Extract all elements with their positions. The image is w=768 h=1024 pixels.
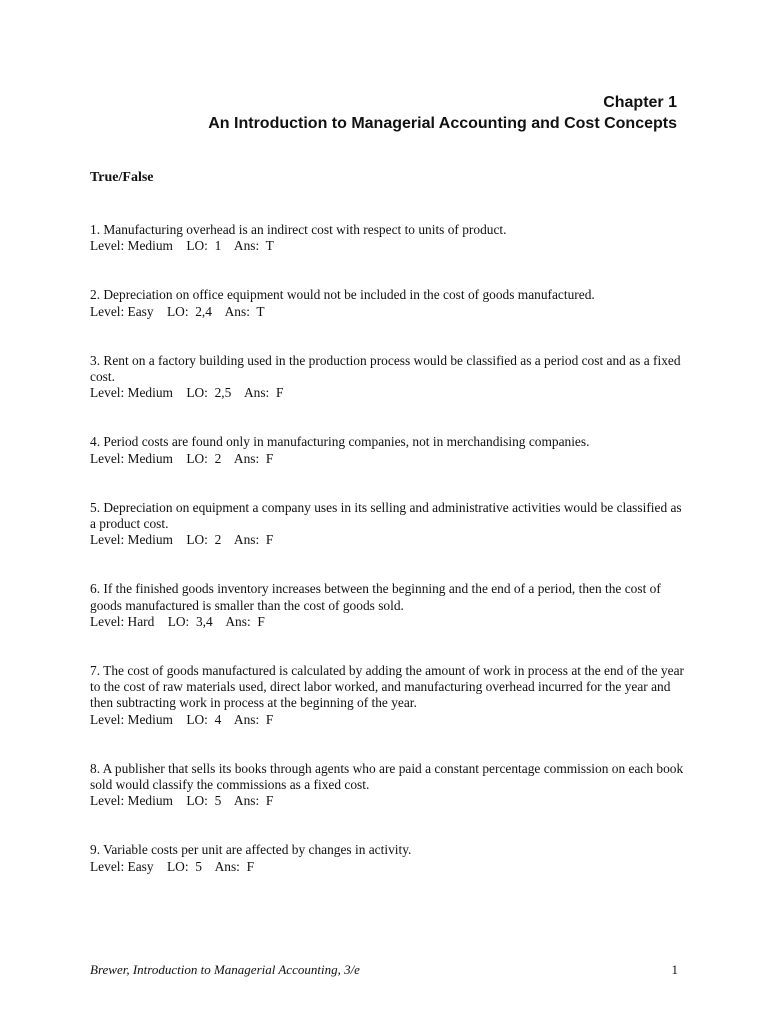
footer-source: Brewer, Introduction to Managerial Accounting, 3/e (90, 962, 360, 977)
question-item (90, 581, 690, 630)
question-list (90, 222, 690, 908)
question-meta: Level: Medium LO: 2 Ans: F (90, 532, 274, 548)
question-text: 2. Depreciation on office equipment would not be included in the cost of goods manufactured. (90, 287, 595, 303)
question-meta: Level: Medium LO: 2,5 Ans: F (90, 385, 284, 401)
question-text: 1. Manufacturing overhead is an indirect cost with respect to units of product. (90, 222, 507, 237)
question-meta: Level: Hard LO: 3,4 Ans: F (90, 613, 265, 629)
question-item (90, 353, 690, 402)
question-meta: Level: Easy LO: 2,4 Ans: T (90, 303, 265, 319)
question-item (90, 842, 690, 874)
question-text: 3. Rent on a factory building used in the production process would be classified as a period cost and as a fixed cost. (90, 352, 681, 385)
question-meta: Level: Medium LO: 4 Ans: F (90, 711, 274, 727)
question-meta: Level: Medium LO: 1 Ans: T (90, 238, 274, 254)
question-text: 9. Variable costs per unit are affected by changes in activity. (90, 842, 412, 858)
chapter-number: Chapter 1 (603, 94, 677, 111)
page-number: 1 (671, 962, 678, 977)
question-item (90, 434, 690, 466)
section-heading: True/False (90, 170, 154, 185)
question-item (90, 287, 690, 319)
question-text: 5. Depreciation on equipment a company uses in its selling and administrative activities would be classified as a product cost. (90, 499, 682, 532)
question-text: 7. The cost of goods manufactured is calculated by adding the amount of work in process at the end of the year to the cost of raw materials used, direct labor worked, and manufacturing overhead incurred for the year and then subtracting work in process at the beginning of the year. (90, 663, 684, 711)
page-footer (90, 962, 678, 978)
question-item (90, 500, 690, 549)
question-text: 4. Period costs are found only in manufacturing companies, not in merchandising companies. (90, 434, 590, 450)
page-header (208, 93, 677, 135)
chapter-title: An Introduction to Managerial Accounting and Cost Concepts (208, 115, 677, 132)
question-meta: Level: Easy LO: 5 Ans: F (90, 858, 255, 874)
question-text: 6. If the finished goods inventory increases between the beginning and the end of a period, then the cost of goods manufactured is smaller than the cost of goods sold. (90, 581, 661, 613)
question-item (90, 761, 690, 810)
question-item (90, 663, 690, 728)
question-meta: Level: Medium LO: 5 Ans: F (90, 793, 274, 809)
question-item (90, 222, 690, 254)
question-text: 8. A publisher that sells its books through agents who are paid a constant percentage commission on each book sold would classify the commissions as a fixed cost. (90, 760, 684, 793)
question-meta: Level: Medium LO: 2 Ans: F (90, 450, 274, 466)
